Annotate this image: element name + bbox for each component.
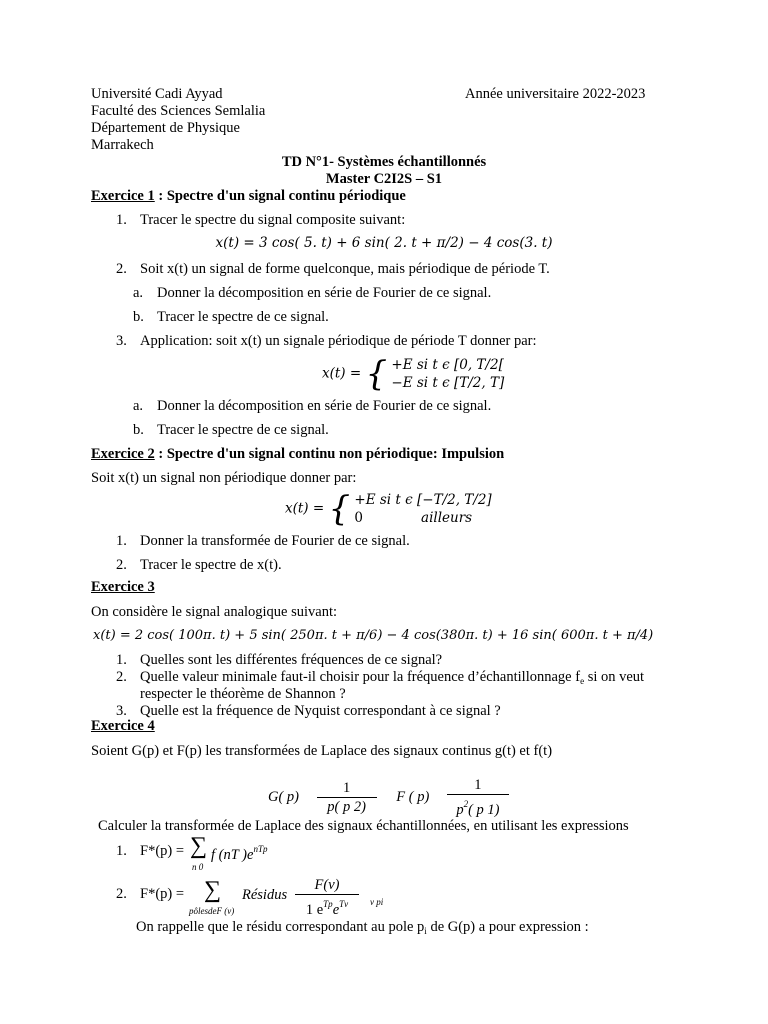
ex1-eq3-cases bbox=[391, 356, 504, 392]
ex1-question-2 bbox=[116, 261, 550, 278]
f-den-base: p bbox=[456, 802, 464, 818]
ex4-intro: Soient G(p) et F(p) les transformées de Laplace des signaux continus g(t) et f(t) bbox=[91, 743, 553, 759]
ex2-eq-case-1: +E si t ϵ [−T/2, T/2] bbox=[354, 492, 492, 508]
ex3-question-2 bbox=[116, 669, 644, 686]
ex1-q2a-text: Donner la décomposition en série de Fourier de ce signal. bbox=[157, 285, 492, 301]
left-brace-icon: { bbox=[365, 354, 388, 394]
ex1-eq3-case-2: −E si t ϵ [T/2, T] bbox=[391, 375, 505, 391]
f-denominator bbox=[447, 795, 509, 819]
ex1-q3-text: Application: soit x(t) un signale périodique de période T donner par: bbox=[140, 333, 537, 349]
master-title: Master C2I2S – S1 bbox=[325, 171, 443, 187]
ex4-f2-den-b: e bbox=[332, 902, 340, 918]
ex4-recall-subscript: i bbox=[424, 926, 427, 936]
ex2-q1-text: Donner la transformée de Fourier de ce signal. bbox=[140, 533, 410, 549]
ex4-calculate-instruction: Calculer la transformée de Laplace des signaux échantillonnées, en utilisant les expressions bbox=[98, 818, 629, 834]
ex4-recall-text-end: de G(p) a pour expression : bbox=[426, 919, 589, 935]
ex2-question-1 bbox=[116, 533, 410, 550]
academic-year: Année universitaire 2022-2023 bbox=[465, 86, 646, 102]
ex3-question-1 bbox=[116, 652, 442, 669]
ex4-f1-term: f (nT )e bbox=[211, 847, 254, 863]
department-name: Département de Physique bbox=[91, 120, 240, 136]
f-fraction bbox=[447, 776, 509, 819]
ex1-q2a-letter: a. bbox=[133, 285, 144, 301]
faculty-name: Faculté des Sciences Semlalia bbox=[91, 103, 266, 119]
ex2-question-2 bbox=[116, 557, 282, 574]
ex1-question-2a bbox=[133, 285, 491, 302]
ex3-question-2-line-2: respecter le théorème de Shannon ? bbox=[140, 686, 346, 702]
ex4-f1-body bbox=[211, 844, 267, 864]
ex3-q2-text-end: si on veut bbox=[584, 669, 645, 685]
ex2-heading-rest: : Spectre d'un signal continu non périodique: Impulsion bbox=[154, 446, 505, 462]
ex4-f1-exponent: nTp bbox=[253, 844, 268, 854]
ex3-intro: On considère le signal analogique suivant: bbox=[91, 604, 338, 620]
sum-sigma-icon: ∑ bbox=[190, 833, 208, 859]
ex2-eq-case-2 bbox=[354, 509, 491, 527]
ex2-piecewise-equation bbox=[285, 491, 492, 527]
ex3-q3-number: 3. bbox=[116, 703, 127, 719]
ex2-heading bbox=[91, 446, 504, 463]
ex3-q2-number: 2. bbox=[116, 669, 127, 685]
ex1-q3b-letter: b. bbox=[133, 422, 144, 438]
ex1-question-3a bbox=[133, 398, 491, 415]
ex2-eq-lhs: x(t) = bbox=[285, 500, 325, 517]
ex4-recall-text: On rappelle que le résidu correspondant au pole p bbox=[136, 919, 425, 935]
ex3-q2-text: Quelle valeur minimale faut-il choisir pour la fréquence d’échantillonnage f bbox=[140, 669, 581, 685]
ex2-q1-number: 1. bbox=[116, 533, 127, 549]
f-den-rest: ( p 1) bbox=[468, 802, 500, 818]
td-title: TD N°1- Systèmes échantillonnés bbox=[281, 154, 487, 170]
city-name: Marrakech bbox=[91, 137, 154, 153]
ex1-q3-number: 3. bbox=[116, 333, 127, 349]
ex1-eq3-case-1: +E si t ϵ [0, T/2[ bbox=[391, 357, 504, 373]
ex2-eq-case-2-value: 0 bbox=[354, 510, 364, 526]
ex4-f2-number: 2. bbox=[116, 886, 127, 902]
ex3-equation: x(t) = 2 cos( 100π. t) + 5 sin( 250π. t + π/6) − 4 cos(380π. t) + 16 sin( 600π. t + π/4) bbox=[93, 628, 654, 643]
ex1-q2b-text: Tracer le spectre de ce signal. bbox=[157, 309, 329, 325]
ex1-q3a-letter: a. bbox=[133, 398, 144, 414]
ex1-q3a-text: Donner la décomposition en série de Fourier de ce signal. bbox=[157, 398, 492, 414]
ex2-intro: Soit x(t) un signal non périodique donner par: bbox=[91, 470, 357, 486]
ex4-f2-fraction bbox=[295, 876, 359, 919]
ex3-question-3 bbox=[116, 703, 501, 720]
ex4-f2-den-exp-2: Tv bbox=[339, 899, 349, 909]
g-fraction bbox=[317, 779, 377, 816]
ex4-f2-den-exp-1: Tp bbox=[323, 899, 333, 909]
ex2-q2-text: Tracer le spectre de x(t). bbox=[140, 557, 282, 573]
ex4-f2-residues-label: Résidus bbox=[242, 887, 288, 903]
ex3-q1-number: 1. bbox=[116, 652, 127, 668]
ex1-equation-1: x(t) = 3 cos( 5. t) + 6 sin( 2. t + π/2) − 4 cos(3. t) bbox=[215, 235, 553, 251]
ex4-f1-sum-index: n 0 bbox=[192, 862, 204, 872]
ex4-f1-lhs: F*(p) = bbox=[140, 843, 185, 859]
ex1-q1-number: 1. bbox=[116, 212, 127, 228]
ex1-heading-label: Exercice 1 bbox=[91, 188, 155, 204]
ex4-f1-number: 1. bbox=[116, 843, 127, 859]
ex2-eq-cases bbox=[354, 491, 491, 527]
g-denominator: p( p 2) bbox=[327, 799, 366, 815]
ex3-q3-text: Quelle est la fréquence de Nyquist correspondant à ce signal ? bbox=[140, 703, 501, 719]
ex4-residue-recall bbox=[136, 919, 589, 936]
ex4-f2-sum-index: pôlesdeF (v) bbox=[189, 906, 235, 916]
ex4-f2-frac bbox=[295, 876, 359, 919]
ex1-question-2b bbox=[133, 309, 329, 326]
university-name: Université Cadi Ayyad bbox=[91, 86, 223, 102]
g-numerator: 1 bbox=[317, 779, 377, 798]
ex1-eq3-lhs: x(t) = bbox=[322, 365, 362, 382]
ex4-f2-numerator: F(v) bbox=[295, 876, 359, 895]
ex1-q2-text: Soit x(t) un signal de forme quelconque, mais périodique de période T. bbox=[140, 261, 550, 277]
f-den-exponent: 2 bbox=[463, 799, 469, 809]
ex4-transfer-functions bbox=[268, 776, 509, 819]
sum-sigma-icon: ∑ bbox=[204, 877, 222, 903]
ex2-heading-label: Exercice 2 bbox=[91, 446, 155, 462]
ex1-heading bbox=[91, 188, 406, 205]
ex1-q1-text: Tracer le spectre du signal composite suivant: bbox=[140, 212, 406, 228]
ex1-question-1 bbox=[116, 212, 405, 229]
ex1-q3b-text: Tracer le spectre de ce signal. bbox=[157, 422, 329, 438]
ex4-heading: Exercice 4 bbox=[91, 718, 155, 734]
f-of-p-label: F ( p) bbox=[396, 789, 430, 805]
ex4-f2-lhs: F*(p) = bbox=[140, 886, 185, 902]
ex4-formula-1 bbox=[116, 843, 184, 860]
ex4-f2-evaluation-point: v pi bbox=[370, 897, 384, 907]
ex1-q2b-letter: b. bbox=[133, 309, 144, 325]
ex4-formula-2 bbox=[116, 886, 184, 903]
ex4-f2-denominator bbox=[295, 895, 359, 919]
ex3-heading: Exercice 3 bbox=[91, 579, 155, 595]
ex2-q2-number: 2. bbox=[116, 557, 127, 573]
ex1-q2-number: 2. bbox=[116, 261, 127, 277]
left-brace-icon: { bbox=[328, 489, 351, 529]
ex2-eq-case-2-label: ailleurs bbox=[421, 510, 473, 526]
g-of-p-label: G( p) bbox=[268, 789, 300, 805]
ex3-q1-text: Quelles sont les différentes fréquences de ce signal? bbox=[140, 652, 443, 668]
ex1-piecewise-equation bbox=[322, 356, 504, 392]
ex4-f2-den-a: 1 e bbox=[305, 902, 324, 918]
f-numerator: 1 bbox=[447, 776, 509, 795]
ex1-question-3b bbox=[133, 422, 329, 439]
ex1-heading-rest: : Spectre d'un signal continu périodique bbox=[154, 188, 406, 204]
ex3-q2-subscript: e bbox=[580, 676, 585, 686]
ex1-question-3 bbox=[116, 333, 537, 350]
